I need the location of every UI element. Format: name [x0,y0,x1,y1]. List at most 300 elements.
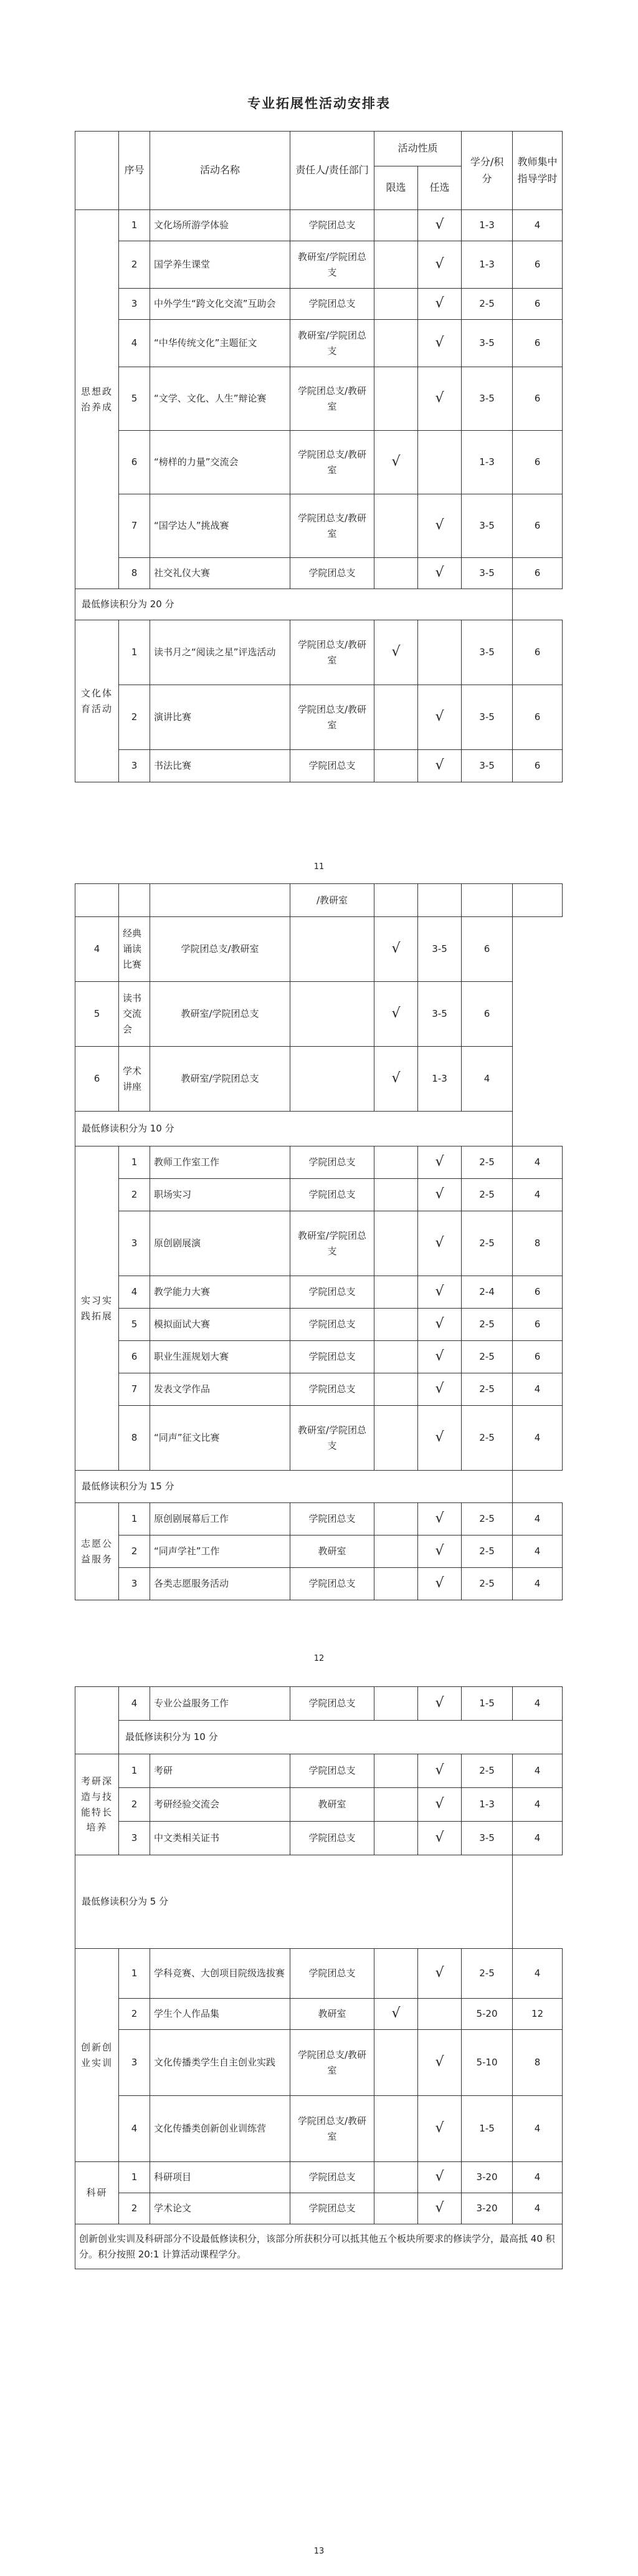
hours-cell [513,884,563,917]
credit-cell: 2-5 [462,1309,513,1341]
note-row [75,2224,563,2269]
resp-cell: 学院团总支/教研室 [290,2096,374,2162]
hours-cell: 6 [513,1309,563,1341]
elective-check: √ [418,1276,462,1309]
hours-cell: 4 [513,1503,563,1536]
seq-cell: 3 [119,2030,150,2096]
elective-check: √ [418,558,462,589]
limited-check [374,1211,418,1276]
hours-cell: 4 [513,1788,563,1822]
hours-cell: 12 [513,1999,563,2030]
resp-cell: 教研室 [290,1536,374,1568]
elective-check: √ [418,1788,462,1822]
name-cell: 中外学生“跨文化交流”互助会 [150,289,290,320]
name-cell: 学科竞赛、大创项目院级选拔赛 [150,1949,290,1999]
limited-check [374,1276,418,1309]
activity-row [75,558,563,589]
page-number: 11 [313,862,325,872]
activity-row [75,750,563,782]
limited-check [374,1309,418,1341]
credit-cell: 3-5 [462,367,513,431]
resp-cell: 学院团总支 [290,1822,374,1855]
credit-cell: 5-20 [462,1999,513,2030]
hours-cell: 4 [513,1949,563,1999]
seq-cell: 4 [119,1276,150,1309]
activity-row [75,2193,563,2224]
elective-check: √ [418,2193,462,2224]
seq-cell: 2 [119,241,150,289]
category-cell [75,1687,119,1754]
credit-cell: 3-5 [462,320,513,367]
seq-cell: 4 [119,2096,150,2162]
elective-check: √ [418,750,462,782]
resp-cell: 学院团总支/教研室 [290,685,374,750]
credit-cell [462,884,513,917]
limited-check [374,1568,418,1600]
resp-cell: 学院团总支/教研室 [290,494,374,558]
limited-check [374,1373,418,1406]
resp-cell: 教研室 [290,1999,374,2030]
credit-cell: 1-3 [462,241,513,289]
seq-cell: 1 [119,1949,150,1999]
hours-cell: 6 [513,367,563,431]
seq-cell: 1 [119,2162,150,2193]
name-cell: 文化传播类创新创业训练营 [150,2096,290,2162]
name-cell: 读书交流会 [119,982,150,1047]
elective-check: √ [418,1373,462,1406]
elective-check: √ [418,1309,462,1341]
schedule-table-page-12 [75,883,563,1600]
credit-cell: 3-20 [462,2193,513,2224]
elective-cell [418,884,462,917]
activity-row [75,1687,563,1721]
resp-cell: 学院团总支/教研室 [290,431,374,494]
hours-cell: 6 [513,494,563,558]
category-cell: 创新创业实训 [75,1949,119,2162]
resp-cell: 学院团总支 [290,558,374,589]
seq-cell: 2 [119,1536,150,1568]
elective-check: √ [418,320,462,367]
elective-check: √ [418,1949,462,1999]
seq-cell: 8 [119,558,150,589]
resp-cell: 学院团总支/教研室 [290,620,374,685]
category-cell: 考研深造与技能特长培养 [75,1754,119,1855]
elective-check: √ [418,2162,462,2193]
name-cell: 职场实习 [150,1179,290,1211]
resp-cell: 教研室/学院团总支 [290,241,374,289]
header-credit: 学分/积分 [462,132,513,210]
activity-row [75,685,563,750]
min-credit-text: 最低修读积分为 20 分 [75,589,513,620]
name-cell [150,884,290,917]
hours-cell: 4 [513,2162,563,2193]
hours-cell: 6 [513,289,563,320]
credit-cell: 2-5 [462,1146,513,1179]
resp-cell: 学院团总支 [290,1754,374,1788]
elective-check [418,431,462,494]
min-credit-text: 最低修读积分为 10 分 [75,1112,513,1146]
elective-check: √ [418,1754,462,1788]
resp-cell: 学院团总支 [290,210,374,241]
header-nature: 活动性质 [374,132,462,166]
limited-check [374,1536,418,1568]
hours-cell: 4 [513,1568,563,1600]
activity-row [75,367,563,431]
min-credit-row [75,1855,563,1949]
name-cell: “中华传统文化”主题征文 [150,320,290,367]
name-cell: 教学能力大赛 [150,1276,290,1309]
hours-cell: 6 [513,320,563,367]
resp-cell: 学院团总支 [290,1179,374,1211]
resp-cell: 教研室/学院团总支 [150,1047,290,1112]
seq-cell: 8 [119,1406,150,1471]
hours-cell: 4 [513,1146,563,1179]
header-resp: 责任人/责任部门 [290,132,374,210]
activity-row [75,210,563,241]
hours-cell: 4 [513,1406,563,1471]
limited-check [374,1687,418,1721]
resp-cell: 学院团总支 [290,1949,374,1999]
credit-cell: 1-5 [462,1687,513,1721]
activity-row [75,1179,563,1211]
hours-cell: 6 [513,1341,563,1373]
category-cell: 文化体育活动 [75,620,119,782]
hours-cell: 4 [513,210,563,241]
name-cell: 发表文学作品 [150,1373,290,1406]
activity-row [75,1788,563,1822]
resp-cell: 学院团总支/教研室 [290,2030,374,2096]
hours-cell: 4 [513,1179,563,1211]
limited-check [374,1503,418,1536]
resp-cell: 学院团总支 [290,2162,374,2193]
credit-cell: 2-5 [462,1406,513,1471]
seq-cell: 3 [119,750,150,782]
hours-cell: 4 [513,2096,563,2162]
name-cell: 演讲比赛 [150,685,290,750]
resp-cell: 学院团总支/教研室 [150,917,290,982]
credit-cell: 2-5 [462,1536,513,1568]
elective-check: √ [418,1179,462,1211]
hours-cell: 4 [513,1754,563,1788]
continued-row [75,884,563,917]
credit-cell: 2-5 [462,1211,513,1276]
hours-cell: 8 [513,1211,563,1276]
header-limited: 限选 [374,166,418,210]
name-cell: 读书月之“阅读之星”评选活动 [150,620,290,685]
limited-check [374,289,418,320]
activity-row [75,620,563,685]
elective-check: √ [418,685,462,750]
name-cell: 书法比赛 [150,750,290,782]
activity-row [75,1047,563,1112]
credit-cell: 1-3 [462,431,513,494]
resp-cell: 学院团总支 [290,1341,374,1373]
name-cell: 社交礼仪大赛 [150,558,290,589]
activity-row [75,1754,563,1788]
activity-row [75,1822,563,1855]
limited-cell [374,884,418,917]
activity-row [75,1406,563,1471]
hours-cell: 4 [513,1687,563,1721]
activity-row [75,1211,563,1276]
credit-cell: 2-5 [462,289,513,320]
limited-check: √ [374,431,418,494]
name-cell: 模拟面试大赛 [150,1309,290,1341]
limited-check [374,1949,418,1999]
name-cell: 考研 [150,1754,290,1788]
note-text: 创新创业实训及科研部分不设最低修读积分，该部分所获积分可以抵其他五个板块所要求的修读学分，最高抵 40 积分。积分按照 20:1 计算活动课程学分。 [75,2224,563,2269]
limited-check: √ [374,620,418,685]
resp-cell: 学院团总支 [290,1309,374,1341]
resp-cell: 学院团总支 [290,1373,374,1406]
hours-cell: 6 [513,1276,563,1309]
resp-cell: 学院团总支 [290,1276,374,1309]
resp-cell: 教研室/学院团总支 [150,982,290,1047]
resp-cell: 学院团总支 [290,1503,374,1536]
credit-cell: 2-5 [462,1949,513,1999]
activity-row [75,241,563,289]
limited-check [374,494,418,558]
elective-check: √ [418,1146,462,1179]
seq-cell: 3 [119,289,150,320]
elective-check: √ [418,2030,462,2096]
resp-cell: 学院团总支 [290,1568,374,1600]
name-cell: 中文类相关证书 [150,1822,290,1855]
name-cell: “同声学社”工作 [150,1536,290,1568]
seq-cell: 2 [119,685,150,750]
credit-cell: 3-5 [462,750,513,782]
name-cell: 原创剧展演 [150,1211,290,1276]
resp-cell: 学院团总支 [290,289,374,320]
activity-row [75,2096,563,2162]
schedule-table-page-11 [75,131,563,782]
credit-cell: 1-3 [418,1047,462,1112]
min-credit-row [75,589,563,620]
category-cell: 科研 [75,2162,119,2224]
activity-row [75,1276,563,1309]
credit-cell: 2-5 [462,1179,513,1211]
resp-cell: 教研室/学院团总支 [290,320,374,367]
name-cell: “榜样的力量”交流会 [150,431,290,494]
category-cell: 实习实践拓展 [75,1146,119,1471]
name-cell: “同声”征文比赛 [150,1406,290,1471]
limited-check [374,210,418,241]
elective-check: √ [418,1568,462,1600]
seq-cell: 1 [119,1146,150,1179]
name-cell: 专业公益服务工作 [150,1687,290,1721]
name-cell: 国学养生课堂 [150,241,290,289]
header-elective: 任选 [418,166,462,210]
category-cell: 志愿公益服务 [75,1503,119,1600]
seq-cell: 3 [119,1568,150,1600]
header-row [75,132,563,166]
activity-row [75,431,563,494]
seq-cell: 4 [75,917,119,982]
seq-cell: 2 [119,2193,150,2224]
elective-check: √ [418,1822,462,1855]
limited-check [290,1047,374,1112]
credit-cell: 3-5 [418,982,462,1047]
resp-cell: 教研室/学院团总支 [290,1406,374,1471]
seq-cell: 3 [119,1822,150,1855]
activity-row [75,1341,563,1373]
elective-check: √ [374,917,418,982]
activity-row [75,982,563,1047]
elective-check: √ [418,241,462,289]
page-title: 专业拓展性活动安排表 [247,96,391,111]
elective-check: √ [418,2096,462,2162]
seq-cell: 7 [119,1373,150,1406]
activity-row [75,1146,563,1179]
resp-cell: 教研室 [290,1788,374,1822]
name-cell: 学生个人作品集 [150,1999,290,2030]
credit-cell: 2-5 [462,1568,513,1600]
min-credit-row [75,1112,563,1146]
credit-cell: 3-20 [462,2162,513,2193]
credit-cell: 3-5 [462,620,513,685]
limited-check [374,2193,418,2224]
header-name: 活动名称 [150,132,290,210]
hours-cell: 8 [513,2030,563,2096]
name-cell: 科研项目 [150,2162,290,2193]
seq-cell: 3 [119,1211,150,1276]
elective-check [418,1999,462,2030]
seq-cell: 1 [119,1503,150,1536]
name-cell: 学术论文 [150,2193,290,2224]
schedule-table-page-13 [75,1686,563,2269]
limited-check [374,367,418,431]
min-credit-row [75,1721,563,1754]
activity-row [75,1503,563,1536]
name-cell: 原创剧展幕后工作 [150,1503,290,1536]
resp-cell: 学院团总支 [290,750,374,782]
elective-check: √ [418,1503,462,1536]
seq-cell: 6 [119,1341,150,1373]
header-hours: 教师集中指导学时 [513,132,563,210]
seq-cell: 1 [119,620,150,685]
hours-cell: 6 [513,241,563,289]
limited-check [374,2096,418,2162]
name-cell: 学术讲座 [119,1047,150,1112]
activity-row [75,494,563,558]
min-credit-text: 最低修读积分为 5 分 [75,1855,513,1949]
limited-check [374,1406,418,1471]
limited-check [374,1754,418,1788]
seq-cell: 2 [119,1999,150,2030]
credit-cell: 3-5 [418,917,462,982]
limited-check [374,241,418,289]
credit-cell: 3-5 [462,1822,513,1855]
activity-row [75,289,563,320]
min-credit-text: 最低修读积分为 15 分 [75,1471,513,1503]
resp-cell: 学院团总支 [290,1687,374,1721]
activity-row [75,1999,563,2030]
limited-check [290,982,374,1047]
limited-check [374,1146,418,1179]
min-credit-row [75,1471,563,1503]
name-cell: 职业生涯规划大赛 [150,1341,290,1373]
credit-cell: 2-5 [462,1503,513,1536]
resp-cell: 学院团总支 [290,1146,374,1179]
hours-cell: 6 [513,558,563,589]
resp-cell: 学院团总支 [290,2193,374,2224]
seq-cell: 2 [119,1179,150,1211]
seq-cell: 4 [119,320,150,367]
credit-cell: 2-5 [462,1373,513,1406]
credit-cell: 2-5 [462,1754,513,1788]
limited-check [374,1179,418,1211]
name-cell: 教师工作室工作 [150,1146,290,1179]
activity-row [75,1568,563,1600]
resp-cell: 学院团总支/教研室 [290,367,374,431]
hours-cell: 4 [513,2193,563,2224]
activity-row [75,1373,563,1406]
name-cell: “文学、文化、人生”辩论赛 [150,367,290,431]
limited-check [374,320,418,367]
elective-check: √ [418,289,462,320]
hours-cell: 6 [513,620,563,685]
activity-row [75,2030,563,2096]
elective-check: √ [418,1406,462,1471]
elective-check: √ [418,1687,462,1721]
header-seq: 序号 [119,132,150,210]
name-cell: 经典诵读比赛 [119,917,150,982]
limited-check [374,2162,418,2193]
limited-check [290,917,374,982]
elective-check: √ [418,367,462,431]
elective-check: √ [374,1047,418,1112]
hours-cell: 6 [462,917,513,982]
elective-check: √ [374,982,418,1047]
elective-check: √ [418,494,462,558]
name-cell: 考研经验交流会 [150,1788,290,1822]
limited-check [374,1341,418,1373]
hours-cell: 4 [513,1536,563,1568]
seq-cell [119,884,150,917]
credit-cell: 1-3 [462,210,513,241]
activity-row [75,320,563,367]
seq-cell: 5 [119,1309,150,1341]
credit-cell: 2-4 [462,1276,513,1309]
credit-cell: 3-5 [462,494,513,558]
credit-cell: 2-5 [462,1341,513,1373]
resp-cell: 教研室/学院团总支 [290,1211,374,1276]
hours-cell: 4 [462,1047,513,1112]
min-credit-text: 最低修读积分为 10 分 [119,1721,563,1754]
category-cell: 思想政治养成 [75,210,119,589]
elective-check: √ [418,1341,462,1373]
elective-check [418,620,462,685]
activity-row [75,2162,563,2193]
category-cell [75,884,119,917]
header-category [75,132,119,210]
seq-cell: 6 [119,431,150,494]
credit-cell: 3-5 [462,685,513,750]
name-cell: 文化场所游学体验 [150,210,290,241]
hours-cell: 6 [513,685,563,750]
elective-check: √ [418,1536,462,1568]
activity-row [75,1949,563,1999]
credit-cell: 1-5 [462,2096,513,2162]
limited-check [374,558,418,589]
seq-cell: 5 [75,982,119,1047]
credit-cell: 5-10 [462,2030,513,2096]
credit-cell: 1-3 [462,1788,513,1822]
seq-cell: 7 [119,494,150,558]
name-cell: 各类志愿服务活动 [150,1568,290,1600]
seq-cell: 1 [119,210,150,241]
hours-cell: 6 [462,982,513,1047]
